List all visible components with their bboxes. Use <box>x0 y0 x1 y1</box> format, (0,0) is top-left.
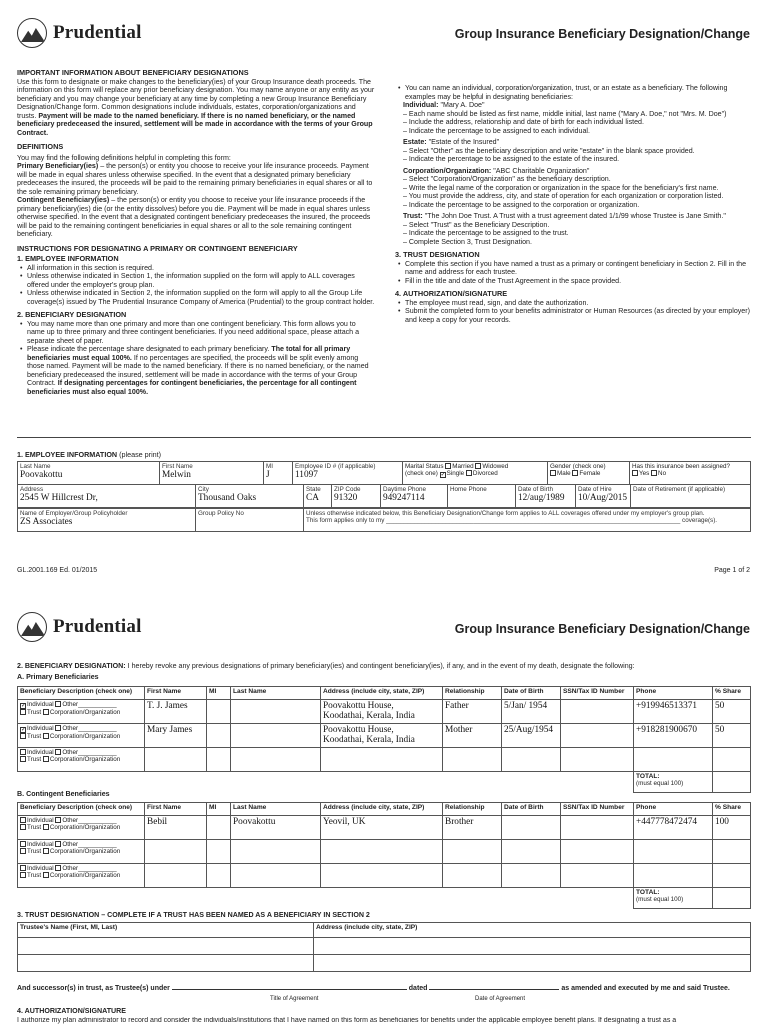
address-field[interactable]: Address 2545 W Hillcrest Dr, <box>18 485 196 508</box>
first-name-cell[interactable]: Bebil <box>145 816 207 840</box>
trust-checkbox[interactable] <box>20 733 26 739</box>
form-title: Group Insurance Beneficiary Designation/Change <box>454 27 750 41</box>
auth-heading: 4. AUTHORIZATION/SIGNATURE <box>17 1007 127 1015</box>
beneficiary-description[interactable]: Individual Other___________ Trust Corporation/Organization <box>18 864 145 888</box>
dob-field[interactable]: Date of Birth 12/aug/1989 <box>516 485 576 508</box>
ssn-cell[interactable] <box>561 840 634 864</box>
date-caption: Date of Agreement <box>475 996 526 1002</box>
trustee-name-cell[interactable] <box>18 938 314 955</box>
share-cell[interactable] <box>713 840 751 864</box>
primary-row-3 <box>18 748 751 772</box>
trust-checkbox[interactable] <box>20 824 26 830</box>
mi-cell[interactable] <box>207 748 231 772</box>
last-name-field[interactable]: Last Name Poovakottu <box>18 462 160 485</box>
widowed-checkbox[interactable] <box>475 463 481 469</box>
instructions-left <box>17 69 375 396</box>
no-checkbox[interactable] <box>651 470 657 476</box>
important-heading: IMPORTANT INFORMATION ABOUT BENEFICIARY DESIGNATIONS <box>17 68 249 77</box>
s3-bullets: • Complete this section if you have named a trust as a primary or contingent beneficiary in Section 2. Fill in the name and address for each trustee. • Fill in the title and date of the Trust Agreement in the space provided. <box>395 260 755 286</box>
s2-bullets-cont: • You can name an individual, corporation/organization, trust, or an estate as a beneficiary. The following examples may be helpful in designating beneficiaries: <box>395 84 755 101</box>
primary-beneficiary-table <box>17 686 751 793</box>
trust-checkbox[interactable] <box>20 848 26 854</box>
contingent-definition: Contingent Beneficiary(ies) – the person(s) or entity you choose to receive your life insurance proceeds if the primary beneficiary(ies) die (or the entity dissolves) before you die. Payment will be made in equal shares unless otherwise specified. In the event that a designated contingent beneficiary predeceases the insured, the proceeds will be paid to the remaining contingent beneficiaries in equal shares or all to the sole remaining contingent beneficiary. <box>17 196 371 238</box>
relationship-cell[interactable]: Mother <box>443 724 502 748</box>
s2-heading: 2. BENEFICIARY DESIGNATION <box>17 310 127 319</box>
state-field[interactable]: State CA <box>304 485 332 508</box>
share-cell[interactable]: 100 <box>713 816 751 840</box>
primary-total-value[interactable] <box>713 772 751 793</box>
individual-checkbox[interactable] <box>20 749 26 755</box>
city-field[interactable]: City Thousand Oaks <box>196 485 304 508</box>
share-cell[interactable]: 50 <box>713 700 751 724</box>
beneficiary-description[interactable]: Individual Other___________ Trust Corporation/Organization <box>18 748 145 772</box>
primary-row-2 <box>18 724 751 748</box>
important-text: Use this form to designate or make changes to the beneficiary(ies) of your Group Insurance death proceeds. The information on this form will replace any prior beneficiary designation. You may name anyone or any entity as your beneficiary and you may change your beneficiary at any time by completing a new Group Insurance Beneficiary Designation/Change form. Common designations include individuals, estates, corporation/organizations and trusts. Payment will be made to the named beneficiary. If there is no named beneficiary, or the named beneficiary predeceased the insured, settlement will be made in accordance with the terms of your Group Contract. <box>17 77 375 137</box>
relationship-cell[interactable] <box>443 748 502 772</box>
definitions-heading: DEFINITIONS <box>17 142 64 151</box>
last-name-cell[interactable] <box>231 840 321 864</box>
address-cell[interactable] <box>321 840 443 864</box>
trust-checkbox[interactable] <box>20 756 26 762</box>
address-cell[interactable] <box>321 864 443 888</box>
assigned-field[interactable]: Has this insurance been assigned? Yes No <box>630 462 751 485</box>
single-checkbox[interactable]: ✓ <box>440 472 446 479</box>
ssn-cell[interactable] <box>561 864 634 888</box>
mi-field[interactable]: MI J <box>264 462 293 485</box>
marital-status-field[interactable]: Marital Status Married Widowed (check one) ✓Single Divorced <box>403 462 548 485</box>
trust-checkbox[interactable] <box>20 872 26 878</box>
ssn-cell[interactable] <box>561 724 634 748</box>
zip-field[interactable]: ZIP Code 91320 <box>332 485 381 508</box>
dob-cell[interactable] <box>502 864 561 888</box>
other-checkbox[interactable] <box>55 749 61 755</box>
married-checkbox[interactable] <box>445 463 451 469</box>
coverage-field[interactable]: Unless otherwise indicated below, this Beneficiary Designation/Change form applies to ALL coverages offered under my employer's group plan. This form applies only to my ____________________________________________________________________________________ coverage(s). <box>304 508 751 531</box>
mi-cell[interactable] <box>207 724 231 748</box>
auth-text: I authorize my plan administrator to record and consider the individuals/institutions that I have named on this form as beneficiaries for benefits under the applicable employee benefit plans. If designating a trust as a <box>17 1017 677 1024</box>
dob-cell[interactable] <box>502 840 561 864</box>
s4-heading: 4. AUTHORIZATION/SIGNATURE <box>395 289 508 298</box>
mi-cell[interactable] <box>207 840 231 864</box>
dob-cell[interactable] <box>502 748 561 772</box>
share-cell[interactable] <box>713 748 751 772</box>
primary-total-row <box>18 772 751 793</box>
contingent-total-row <box>18 888 751 909</box>
relationship-cell[interactable]: Brother <box>443 816 502 840</box>
beneficiary-description[interactable]: Individual Other___________ Trust Corporation/Organization <box>18 816 145 840</box>
trustee-address-header: Address (include city, state, ZIP) <box>314 923 751 938</box>
dob-cell[interactable] <box>502 816 561 840</box>
address-cell[interactable]: Poovakottu House, Koodathai, Kerala, India <box>321 700 443 724</box>
retirement-date-field[interactable]: Date of Retirement (if applicable) <box>631 485 751 508</box>
s1-bullets: • All information in this section is required. • Unless otherwise indicated in Section 1, the information supplied on the form will apply to ALL coverages offered under the employer's group plan. • Unless otherwise indicated in Section 2, the information supplied on the form will apply to all the Group Life coverage(s) issued by The Prudential Insurance Company of America (Prudential) to the group contract holder. <box>17 264 375 307</box>
address-cell[interactable] <box>321 748 443 772</box>
contingent-row-3 <box>18 864 751 888</box>
primary-definition: Primary Beneficiary(ies) – the person(s) or entity you choose to receive your life insurance proceeds. Payment will be made in equal shares unless otherwise specified. In the event that a designated primary beneficiary predeceases the insured, the proceeds will be paid to the remaining primary beneficiaries in equal shares or all to the sole remaining primary beneficiary. <box>17 162 373 196</box>
definitions-intro: You may find the following definitions helpful in completing this form: <box>17 153 231 162</box>
female-checkbox[interactable] <box>572 470 578 476</box>
ssn-cell[interactable] <box>561 748 634 772</box>
dob-cell[interactable]: 25/Aug/1954 <box>502 724 561 748</box>
first-name-field[interactable]: First Name Melwin <box>160 462 264 485</box>
other-checkbox[interactable] <box>55 725 61 731</box>
individual-checkbox[interactable] <box>20 841 26 847</box>
dob-cell[interactable]: 5/Jan/ 1954 <box>502 700 561 724</box>
employer-field[interactable]: Name of Employer/Group Policyholder ZS Associates <box>18 508 196 531</box>
other-checkbox[interactable] <box>55 865 61 871</box>
successor-line: And successor(s) in trust, as Trustee(s) under dated as amended and executed by me and said Trustee. <box>17 985 730 992</box>
individual-checkbox[interactable]: ✓ <box>21 703 27 709</box>
primary-heading: A. Primary Beneficiaries <box>17 673 99 681</box>
contingent-heading: B. Contingent Beneficiaries <box>17 790 110 798</box>
share-cell[interactable]: 50 <box>713 724 751 748</box>
instructions-right <box>395 84 755 324</box>
phone-cell[interactable] <box>634 840 713 864</box>
corporation-checkbox[interactable] <box>43 709 49 715</box>
mi-cell[interactable] <box>207 816 231 840</box>
first-name-cell[interactable]: Mary James <box>145 724 207 748</box>
phone-cell[interactable]: +447778472474 <box>634 816 713 840</box>
s4-bullets: • The employee must read, sign, and date the authorization. • Submit the completed form to your benefits administrator or Human Resources (as directed by your employer) and keep a copy for your records. <box>395 299 755 325</box>
male-checkbox[interactable] <box>550 470 556 476</box>
s2-bullets: • You may name more than one primary and more than one contingent beneficiary. This form allows you to name up to three primary and three contingent beneficiaries. If you need additional space, please attach a separate sheet of paper. • Please indicate the percentage share designated to each primary beneficiary. The total for all primary beneficiaries must equal 100%. If no percentages are specified, the proceeds will be split evenly among those named. Payment will be made to the named beneficiary. If there is no named beneficiary, or the named beneficiary predeceased the insured, settlement will be made in accordance with the terms of your Group Contract. If designating percentages for contingent beneficiaries, the percentage for all contingent beneficiaries must also equal 100%. <box>17 320 375 397</box>
employee-id-field[interactable]: Employee ID # (if applicable) 11097 <box>293 462 403 485</box>
beneficiary-description[interactable]: ✓Individual Other___________ Trust Corporation/Organization <box>18 724 145 748</box>
designating-heading: INSTRUCTIONS FOR DESIGNATING A PRIMARY OR CONTINGENT BENEFICIARY <box>17 243 298 253</box>
last-name-cell[interactable] <box>231 700 321 724</box>
last-name-cell[interactable] <box>231 864 321 888</box>
primary-header-row: Beneficiary Description (check one) First Name MI Last Name Address (include city, state, ZIP) Relationship Date of Birth SSN/Tax ID Number Phone % Share <box>18 687 751 700</box>
first-name-cell[interactable]: T. J. James <box>145 700 207 724</box>
individual-checkbox[interactable] <box>20 865 26 871</box>
rock-icon <box>17 18 47 48</box>
examples: Individual: "Mary A. Doe" – Each name should be listed as first name, middle initial, last name ("Mary A. Doe," not "Mrs. M. Doe") – Include the address, relationship and date of birth for each individual listed. – Indicate the percentage to be assigned to each individual. Estate: "Estate of the Insured" – Select "Other" as the beneficiary description and write "estate" in the blank space provided. – Indicate the percentage to be assigned to the estate of the insured. Corporation/Organization: "ABC Charitable Organization" – Select "Corporation/Organization" as the beneficiary description. – Write the legal name of the corporation or organization in the space for the beneficiary's first name. – You must provide the address, city, and state of operation for each organization or corporation listed. – Indicate the percentage to be assigned to the corporation or organization. Trust: "The John Doe Trust. A Trust with a trust agreement dated 1/1/99 whose Trustee is Jane Smith." – Select "Trust" as the Beneficiary Description. – Indicate the percentage to be assigned to the trust. – Complete Section 3, Trust Designation. <box>403 101 727 246</box>
phone-cell[interactable] <box>634 748 713 772</box>
individual-checkbox[interactable] <box>20 817 26 823</box>
corporation-checkbox[interactable] <box>43 733 49 739</box>
group-policy-field[interactable]: Group Policy No <box>196 508 304 531</box>
trustee-address-cell[interactable] <box>314 955 751 972</box>
prudential-logo-page2 <box>17 612 142 642</box>
divider <box>17 437 751 438</box>
form-title-page2: Group Insurance Beneficiary Designation/Change <box>454 622 750 636</box>
ssn-cell[interactable] <box>561 700 634 724</box>
home-phone-field[interactable]: Home Phone <box>448 485 516 508</box>
last-name-cell[interactable]: Poovakottu <box>231 816 321 840</box>
other-checkbox[interactable] <box>55 841 61 847</box>
contingent-header-row: Beneficiary Description (check one) First Name MI Last Name Address (include city, state, ZIP) Relationship Date of Birth SSN/Tax ID Number Phone % Share <box>18 803 751 816</box>
beneficiary-description[interactable]: Individual Other___________ Trust Corporation/Organization <box>18 840 145 864</box>
primary-total-label: TOTAL: (must equal 100) <box>634 772 713 793</box>
individual-checkbox[interactable]: ✓ <box>21 727 27 733</box>
mi-cell[interactable] <box>207 700 231 724</box>
daytime-phone-field[interactable]: Daytime Phone 949247114 <box>381 485 448 508</box>
title-caption: Title of Agreement <box>270 996 319 1002</box>
other-checkbox[interactable] <box>55 817 61 823</box>
brand-name: Prudential <box>53 616 142 637</box>
relationship-cell[interactable]: Father <box>443 700 502 724</box>
yes-checkbox[interactable] <box>632 470 638 476</box>
phone-cell[interactable] <box>634 864 713 888</box>
employee-heading: 1. EMPLOYEE INFORMATION (please print) <box>17 450 162 459</box>
contingent-total-value[interactable] <box>713 888 751 909</box>
primary-row-1 <box>18 700 751 724</box>
trustee-name-header: Trustee's Name (First, MI, Last) <box>18 923 314 938</box>
employee-table <box>17 461 751 532</box>
address-cell[interactable]: Poovakottu House, Koodathai, Kerala, India <box>321 724 443 748</box>
first-name-cell[interactable] <box>145 748 207 772</box>
ssn-cell[interactable] <box>561 816 634 840</box>
trustee-address-cell[interactable] <box>314 938 751 955</box>
beneficiary-heading: 2. BENEFICIARY DESIGNATION: I hereby revoke any previous designations of primary beneficiary(ies) and contingent beneficiary(ies), if any, and in the event of my death, designate the following: <box>17 662 635 670</box>
first-name-cell[interactable] <box>145 864 207 888</box>
other-checkbox[interactable] <box>55 701 61 707</box>
beneficiary-description[interactable]: ✓Individual Other___________ Trust Corporation/Organization <box>18 700 145 724</box>
trust-table <box>17 922 751 972</box>
gender-field[interactable]: Gender (check one) Male Female <box>548 462 630 485</box>
s3-heading: 3. TRUST DESIGNATION <box>395 250 480 259</box>
corporation-checkbox[interactable] <box>43 824 49 830</box>
relationship-cell[interactable] <box>443 864 502 888</box>
contingent-total-label: TOTAL: (must equal 100) <box>634 888 713 909</box>
prudential-logo <box>17 18 142 48</box>
phone-cell[interactable]: +919946513371 <box>634 700 713 724</box>
address-cell[interactable]: Yeovil, UK <box>321 816 443 840</box>
phone-cell[interactable]: +918281900670 <box>634 724 713 748</box>
corporation-checkbox[interactable] <box>43 848 49 854</box>
page-number: Page 1 of 2 <box>714 567 750 574</box>
trustee-name-cell[interactable] <box>18 955 314 972</box>
trust-heading: 3. TRUST DESIGNATION – COMPLETE IF A TRUST HAS BEEN NAMED AS A BENEFICIARY IN SECTION 2 <box>17 911 370 919</box>
corporation-checkbox[interactable] <box>43 756 49 762</box>
brand-name: Prudential <box>53 22 142 43</box>
form-number: GL.2001.169 Ed. 01/2015 <box>17 567 98 574</box>
mi-cell[interactable] <box>207 864 231 888</box>
corporation-checkbox[interactable] <box>43 872 49 878</box>
contingent-beneficiary-table <box>17 802 751 909</box>
s1-heading: 1. EMPLOYEE INFORMATION <box>17 254 119 263</box>
first-name-cell[interactable] <box>145 840 207 864</box>
last-name-cell[interactable] <box>231 748 321 772</box>
share-cell[interactable] <box>713 864 751 888</box>
divorced-checkbox[interactable] <box>466 470 472 476</box>
rock-icon <box>17 612 47 642</box>
trust-checkbox[interactable] <box>20 709 26 715</box>
contingent-row-1 <box>18 816 751 840</box>
contingent-row-2 <box>18 840 751 864</box>
last-name-cell[interactable] <box>231 724 321 748</box>
relationship-cell[interactable] <box>443 840 502 864</box>
hire-date-field[interactable]: Date of Hire 10/Aug/2015 <box>576 485 631 508</box>
